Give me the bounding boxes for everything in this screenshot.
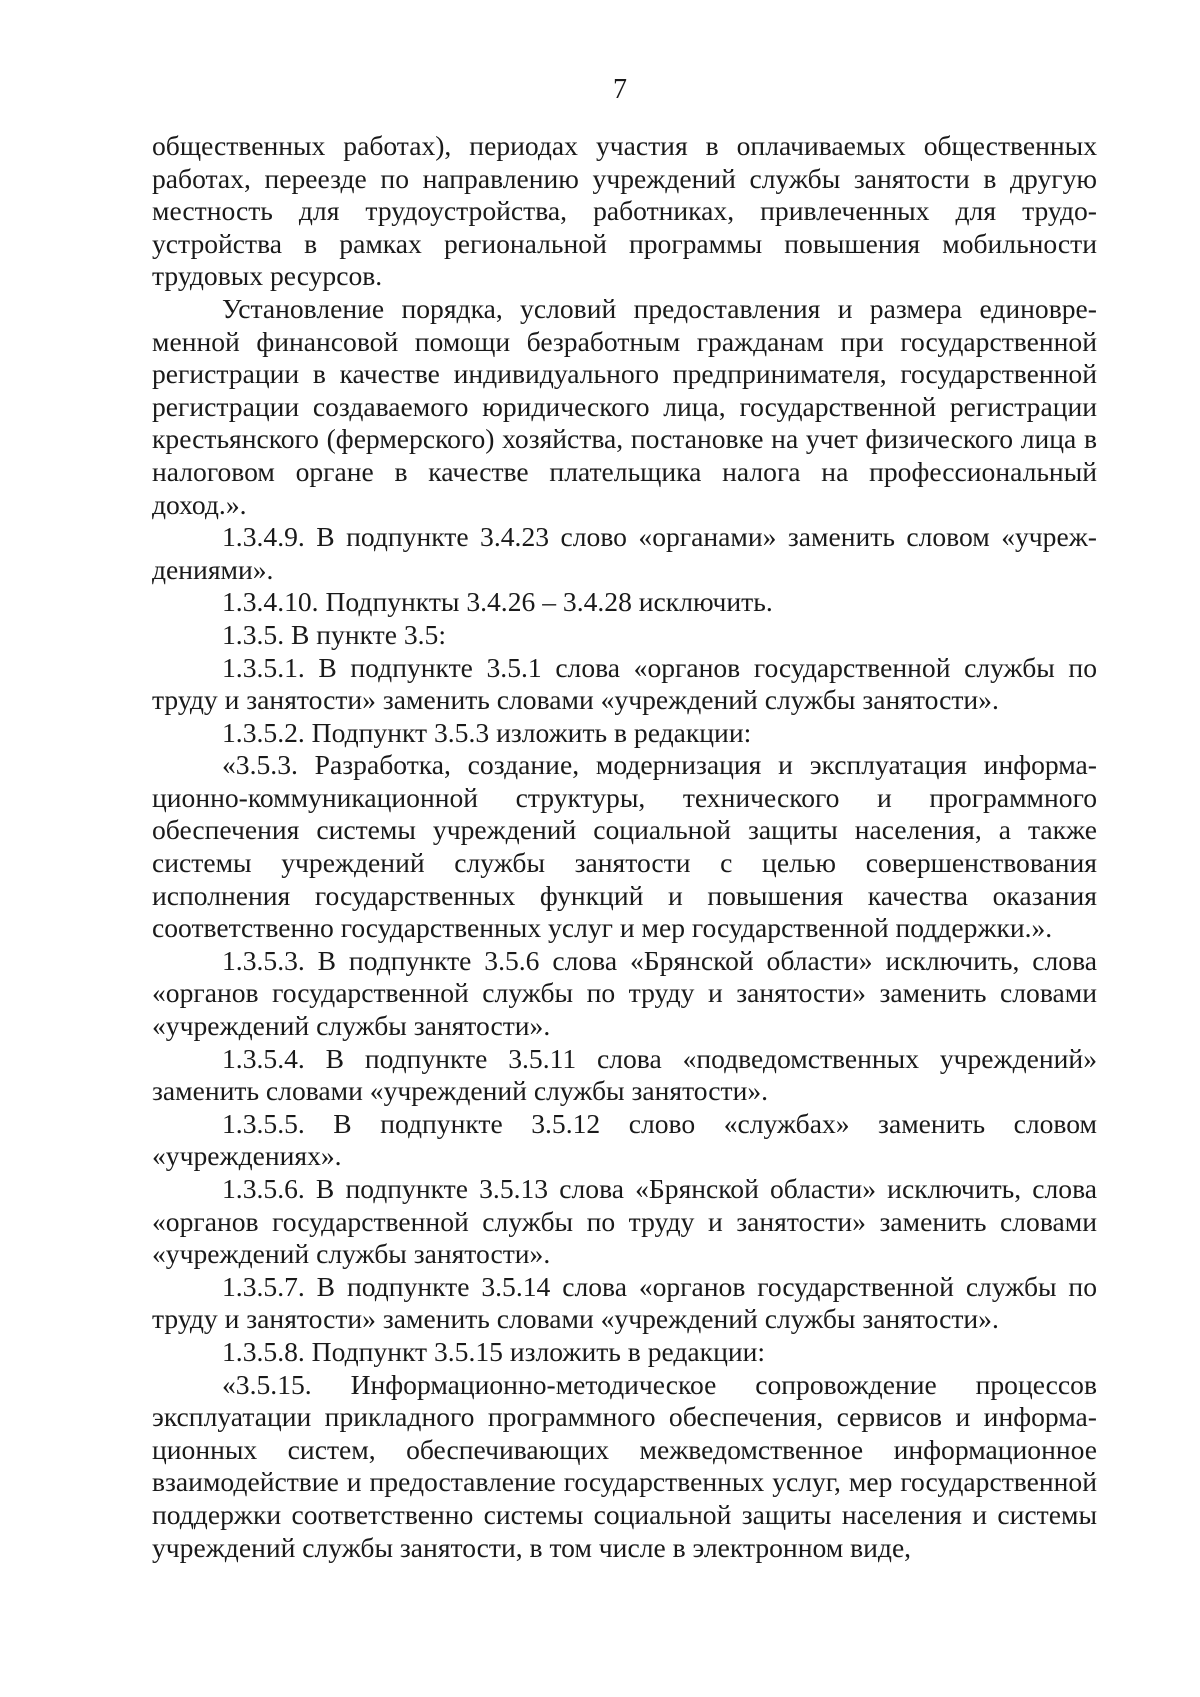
paragraph-3-5-3-quote: «3.5.3. Разработка, создание, модернизация и эксплуатация информационно-коммуникационной структуры, технического и программного обеспечения системы учреждений социальной защиты населения, а также системы учреждений службы занятости с целью совершенствования исполнения государственных функций и повышения качества оказания соответственно государственных услуг и мер государственной поддержки.».	[152, 749, 1097, 944]
paragraph-1-3-5-2: 1.3.5.2. Подпункт 3.5.3 изложить в редакции:	[222, 716, 752, 748]
page-number: 7	[613, 74, 627, 105]
paragraph-1-3-5: 1.3.5. В пункте 3.5:	[222, 618, 447, 650]
paragraph-3-5-15-quote: «3.5.15. Информационно-методическое сопровождение процессов эксплуатации прикладного программного обеспечения, сервисов и информационных систем, обеспечивающих межведомственное информационное взаимодействие и предоставление государственных услуг, мер государственной поддержки соответственно системы социальной защиты населения и системы учреждений службы занятости, в том числе в электронном виде,	[152, 1368, 1097, 1563]
paragraph-1-3-5-4: 1.3.5.4. В подпункте 3.5.11 слова «подведомственных учреждений» заменить словами «учреждений службы занятости».	[152, 1042, 1097, 1107]
paragraph-1-3-5-3: 1.3.5.3. В подпункте 3.5.6 слова «Брянской области» исключить, слова «органов государственной службы по труду и занятости» заменить словами «учреждений службы занятости».	[152, 944, 1097, 1042]
document-body	[152, 130, 1097, 1564]
paragraph-1-3-5-8: 1.3.5.8. Подпункт 3.5.15 изложить в редакции:	[222, 1335, 766, 1367]
paragraph-1-3-5-6: 1.3.5.6. В подпункте 3.5.13 слова «Брянской области» исключить, слова «органов государственной службы по труду и занятости» заменить словами «учреждений службы занятости».	[152, 1173, 1097, 1270]
paragraph-1-3-5-7: 1.3.5.7. В подпункте 3.5.14 слова «органов государственной службы по труду и занятости» заменить словами «учреждений службы занятости».	[152, 1270, 1097, 1335]
paragraph-1-3-5-5: 1.3.5.5. В подпункте 3.5.12 слово «службах» заменить словом «учреждениях».	[152, 1107, 1097, 1172]
paragraph-1-3-4-10: 1.3.4.10. Подпункты 3.4.26 – 3.4.28 исключить.	[222, 586, 773, 618]
paragraph-1-3-5-1: 1.3.5.1. В подпункте 3.5.1 слова «органов государственной службы по труду и занятости» заменить словами «учреждений службы занятости».	[152, 651, 1097, 716]
paragraph-1-3-4-9: 1.3.4.9. В подпункте 3.4.23 слово «органами» заменить словом «учреждениями».	[152, 521, 1097, 585]
paragraph-continuation: общественных работах), периодах участия в оплачиваемых общественных работах, переезде по направлению учреждений службы занятости в другую местность для трудоустройства, работниках, привлеченных для трудоустройства в рамках региональной программы повышения мобильности трудовых ресурсов.	[152, 130, 1097, 292]
paragraph-financial-assistance: Установление порядка, условий предоставления и размера единовременной финансовой помощи безработным гражданам при государственной регистрации в качестве индивидуального предпринимателя, государственной регистрации создаваемого юридического лица, государственной регистрации крестьянского (фермерского) хозяйства, постановке на учет физического лица в налоговом органе в качестве плательщика налога на профессиональный доход.».	[152, 292, 1097, 520]
